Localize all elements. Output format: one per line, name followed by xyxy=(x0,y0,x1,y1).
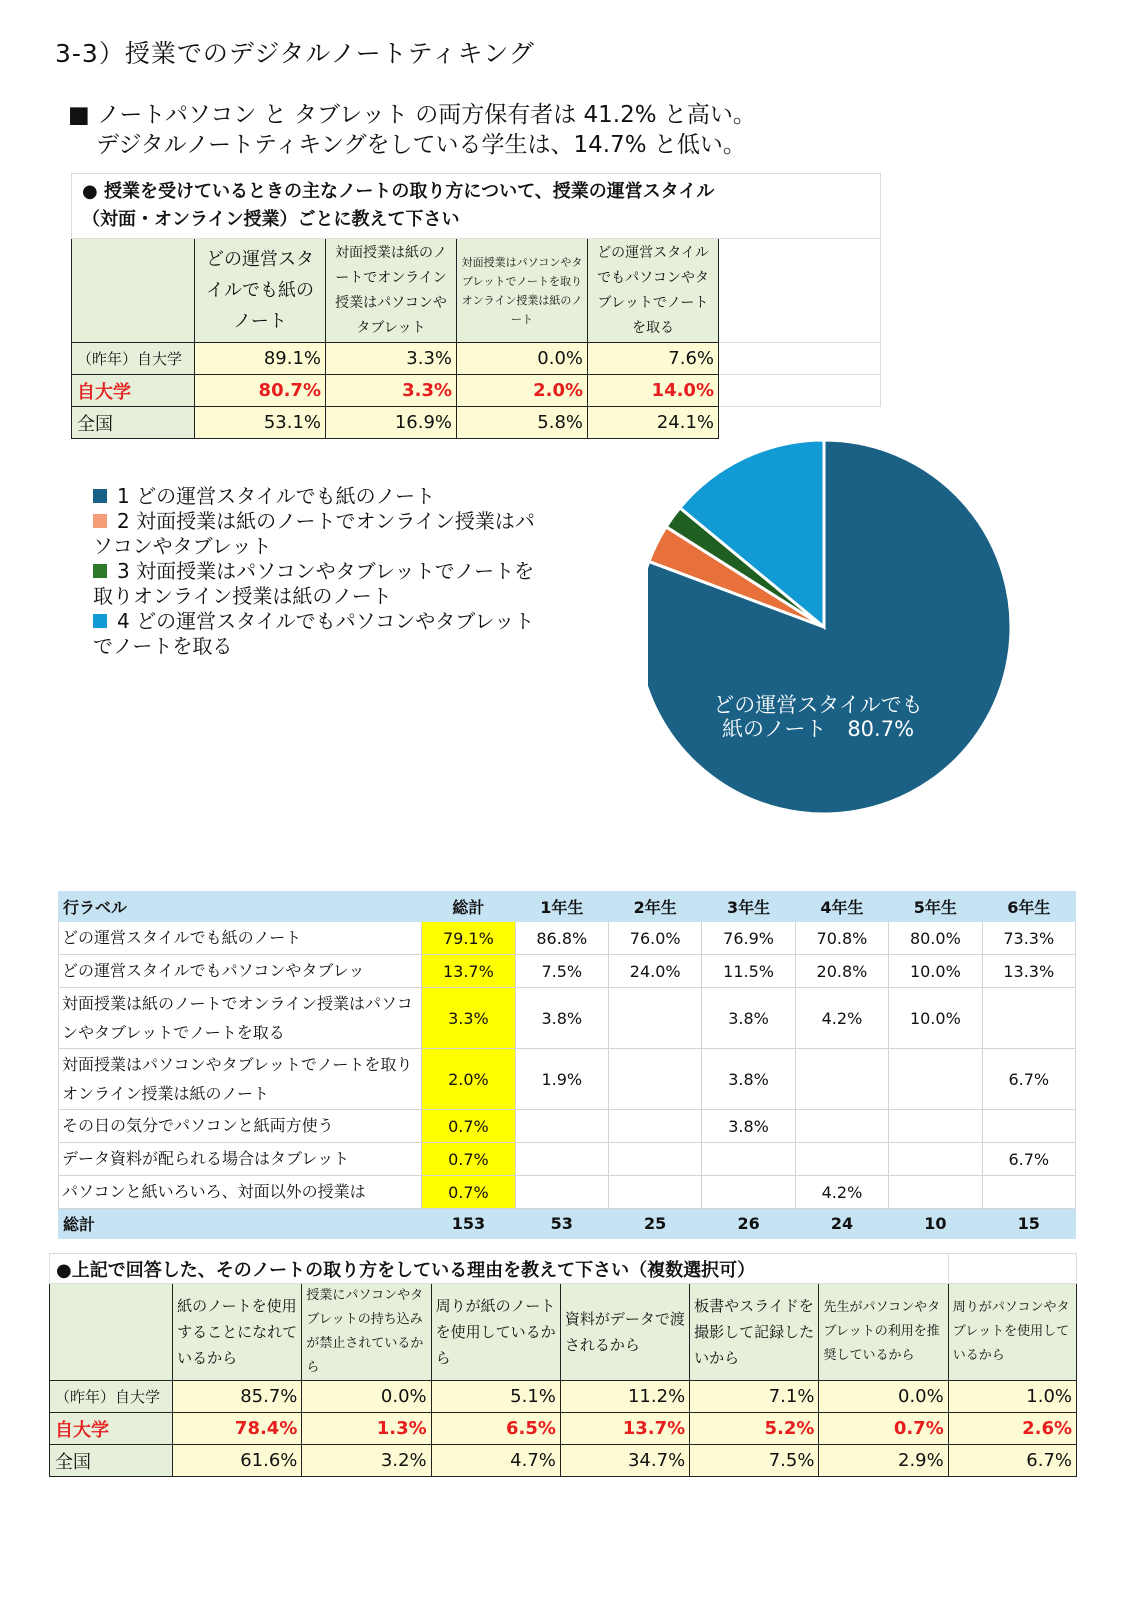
legend-item xyxy=(93,609,553,659)
table-row xyxy=(59,1049,1076,1110)
grade-breakdown-table xyxy=(58,891,1076,1239)
table2-cell: 4.2% xyxy=(795,988,888,1049)
table2-footer-row xyxy=(59,1209,1076,1239)
table2-cell: 2.0% xyxy=(422,1049,515,1110)
table2-cell xyxy=(982,988,1075,1049)
table2-footer: 総計 xyxy=(59,1209,422,1239)
table1-blank xyxy=(719,375,881,407)
table1-cell: 3.3% xyxy=(326,343,457,375)
table1-cell: 7.6% xyxy=(588,343,719,375)
table2-cell xyxy=(889,1176,982,1209)
table2-cell: 13.3% xyxy=(982,955,1075,988)
table1-cell: 53.1% xyxy=(195,407,326,439)
table2-header: 4年生 xyxy=(795,892,888,922)
table2-cell: 70.8% xyxy=(795,922,888,955)
table-row xyxy=(59,955,1076,988)
reason-table xyxy=(49,1253,1077,1477)
table2-cell: 79.1% xyxy=(422,922,515,955)
table1-cell: 3.3% xyxy=(326,375,457,407)
table1-row-label: 全国 xyxy=(72,407,195,439)
table2-row-label: パソコンと紙いろいろ、対面以外の授業は xyxy=(59,1176,422,1209)
table3-question: ●上記で回答した、そのノートの取り方をしている理由を教えて下さい（複数選択可） xyxy=(50,1254,949,1284)
table2-footer: 15 xyxy=(982,1209,1075,1239)
summary-line-2: デジタルノートティキングをしている学生は、14.7% と低い。 xyxy=(96,132,746,158)
table3-header: 周りが紙のノートを使用しているから xyxy=(431,1284,560,1381)
table2-cell: 73.3% xyxy=(982,922,1075,955)
table2-header: 2年生 xyxy=(608,892,701,922)
table2-row-label: どの運営スタイルでもパソコンやタブレッ xyxy=(59,955,422,988)
table2-cell: 6.7% xyxy=(982,1143,1075,1176)
table2-cell: 3.8% xyxy=(702,1049,795,1110)
table3-cell: 7.5% xyxy=(690,1445,819,1477)
table2-cell: 10.0% xyxy=(889,955,982,988)
legend-label: 3 対面授業はパソコンやタブレットでノートを取りオンライン授業は紙のノート xyxy=(93,559,535,608)
table1-row xyxy=(72,343,881,375)
legend-label: 1 どの運営スタイルでも紙のノート xyxy=(117,484,436,508)
note-style-table xyxy=(71,173,881,439)
table2-cell: 0.7% xyxy=(422,1143,515,1176)
table3-row-label: 自大学 xyxy=(50,1413,173,1445)
table2-cell xyxy=(889,1110,982,1143)
table2-cell: 3.8% xyxy=(702,988,795,1049)
table1-cell: 14.0% xyxy=(588,375,719,407)
legend-label: 2 対面授業は紙のノートでオンライン授業はパソコンやタブレット xyxy=(93,509,535,558)
table2-footer: 53 xyxy=(515,1209,608,1239)
table1-question-line-1: ● 授業を受けているときの主なノートの取り方について、授業の運営スタイル xyxy=(82,181,715,202)
table2-row-label: その日の気分でパソコンと紙両方使う xyxy=(59,1110,422,1143)
table1-cell: 5.8% xyxy=(457,407,588,439)
table3-header: 授業にパソコンやタブレットの持ち込みが禁止されているから xyxy=(302,1284,431,1381)
table2-row-label-text: 対面授業は紙のノートでオンライン授業はパソコンやタブレットでノートを取る xyxy=(62,994,413,1042)
table-row xyxy=(50,1381,1077,1413)
table2-cell xyxy=(982,1176,1075,1209)
table3-cell: 61.6% xyxy=(173,1445,302,1477)
legend-item xyxy=(93,484,553,509)
legend-item xyxy=(93,559,553,609)
table-row xyxy=(59,1110,1076,1143)
table2-cell: 80.0% xyxy=(889,922,982,955)
table3-cell: 5.1% xyxy=(431,1381,560,1413)
table3-header: 資料がデータで渡されるから xyxy=(560,1284,689,1381)
table3-cell: 3.2% xyxy=(302,1445,431,1477)
table2-cell: 3.8% xyxy=(515,988,608,1049)
table-row xyxy=(59,922,1076,955)
table2-header: 行ラベル xyxy=(59,892,422,922)
table2-cell xyxy=(515,1176,608,1209)
table1-blank xyxy=(719,407,881,439)
table3-cell: 78.4% xyxy=(173,1413,302,1445)
table1-header: 対面授業は紙のノートでオンライン授業はパソコンやタブレット xyxy=(326,239,457,343)
table1-cell: 89.1% xyxy=(195,343,326,375)
table2-cell: 76.0% xyxy=(608,922,701,955)
table3-cell: 0.7% xyxy=(819,1413,948,1445)
table2-cell xyxy=(608,1143,701,1176)
table2-cell: 0.7% xyxy=(422,1110,515,1143)
table2-footer: 25 xyxy=(608,1209,701,1239)
table2-header: 3年生 xyxy=(702,892,795,922)
pie-slice-label-line-1: どの運営スタイルでも xyxy=(713,693,923,717)
table2-cell: 13.7% xyxy=(422,955,515,988)
table3-cell: 0.0% xyxy=(819,1381,948,1413)
table2-cell: 0.7% xyxy=(422,1176,515,1209)
table2-cell: 24.0% xyxy=(608,955,701,988)
table3-cell: 34.7% xyxy=(560,1445,689,1477)
table2-footer: 153 xyxy=(422,1209,515,1239)
table1-row xyxy=(72,407,881,439)
table2-row-label: データ資料が配られる場合はタブレット xyxy=(59,1143,422,1176)
table1-question xyxy=(72,174,881,239)
table3-header: 板書やスライドを撮影して記録したいから xyxy=(690,1284,819,1381)
table2-cell: 1.9% xyxy=(515,1049,608,1110)
table2-cell xyxy=(795,1049,888,1110)
table1-header-corner xyxy=(72,239,195,343)
table2-row-label xyxy=(59,988,422,1049)
table2-footer: 24 xyxy=(795,1209,888,1239)
legend-swatch xyxy=(93,514,107,528)
table-row xyxy=(59,1143,1076,1176)
table3-cell: 5.2% xyxy=(690,1413,819,1445)
table2-cell xyxy=(608,988,701,1049)
table3-header-corner xyxy=(50,1284,173,1381)
table1-cell: 80.7% xyxy=(195,375,326,407)
table2-cell xyxy=(702,1143,795,1176)
table2-row-label-text: 対面授業はパソコンやタブレットでノートを取りオンライン授業は紙のノート xyxy=(62,1055,413,1103)
table3-header: 周りがパソコンやタブレットを使用しているから xyxy=(948,1284,1076,1381)
table2-cell xyxy=(795,1143,888,1176)
section-title: 3-3）授業でのデジタルノートティキング xyxy=(55,39,535,68)
table1-header: どの運営スタイルでもパソコンやタブレットでノートを取る xyxy=(588,239,719,343)
table2-cell xyxy=(515,1143,608,1176)
legend-swatch xyxy=(93,564,107,578)
table2-cell: 3.8% xyxy=(702,1110,795,1143)
table3-cell: 6.7% xyxy=(948,1445,1076,1477)
table2-cell: 86.8% xyxy=(515,922,608,955)
table2-cell: 76.9% xyxy=(702,922,795,955)
pie-slice-label-line-2: 紙のノート 80.7% xyxy=(721,717,915,741)
table-row xyxy=(50,1413,1077,1445)
note-style-pie-chart xyxy=(648,439,1018,821)
table3-header: 先生がパソコンやタブレットの利用を推奨しているから xyxy=(819,1284,948,1381)
table2-header: 5年生 xyxy=(889,892,982,922)
table3-cell: 11.2% xyxy=(560,1381,689,1413)
table3-blank xyxy=(948,1254,1076,1284)
table3-cell: 0.0% xyxy=(302,1381,431,1413)
table3-cell: 7.1% xyxy=(690,1381,819,1413)
table2-cell: 10.0% xyxy=(889,988,982,1049)
table2-row-label xyxy=(59,1049,422,1110)
table2-cell xyxy=(515,1110,608,1143)
table3-header: 紙のノートを使用することになれているから xyxy=(173,1284,302,1381)
table3-cell: 1.3% xyxy=(302,1413,431,1445)
pie-slices xyxy=(648,440,1011,814)
legend-label: 4 どの運営スタイルでもパソコンやタブレットでノートを取る xyxy=(93,609,535,658)
table2-cell: 6.7% xyxy=(982,1049,1075,1110)
table3-row-label: （昨年）自大学 xyxy=(50,1381,173,1413)
table3-cell: 13.7% xyxy=(560,1413,689,1445)
table3-cell: 85.7% xyxy=(173,1381,302,1413)
table1-cell: 24.1% xyxy=(588,407,719,439)
table1-question-line-2: （対面・オンライン授業）ごとに教えて下さい xyxy=(82,209,460,230)
table2-cell xyxy=(608,1176,701,1209)
table2-cell xyxy=(702,1176,795,1209)
table3-row-label: 全国 xyxy=(50,1445,173,1477)
table-row xyxy=(59,988,1076,1049)
table3-cell: 4.7% xyxy=(431,1445,560,1477)
table2-header-row xyxy=(59,892,1076,922)
table2-row-label: どの運営スタイルでも紙のノート xyxy=(59,922,422,955)
table3-cell: 6.5% xyxy=(431,1413,560,1445)
table1-header: 対面授業はパソコンやタブレットでノートを取りオンライン授業は紙のノート xyxy=(457,239,588,343)
table2-cell: 7.5% xyxy=(515,955,608,988)
table1-blank xyxy=(719,239,881,343)
table2-cell xyxy=(608,1110,701,1143)
table2-header: 1年生 xyxy=(515,892,608,922)
table2-cell: 4.2% xyxy=(795,1176,888,1209)
table3-cell: 2.6% xyxy=(948,1413,1076,1445)
summary-line-1: ■ ノートパソコン と タブレット の両方保有者は 41.2% と高い。 xyxy=(68,102,756,128)
table-row xyxy=(50,1445,1077,1477)
table2-footer: 10 xyxy=(889,1209,982,1239)
table1-cell: 0.0% xyxy=(457,343,588,375)
table3-cell: 1.0% xyxy=(948,1381,1076,1413)
table-row xyxy=(59,1176,1076,1209)
table2-cell xyxy=(889,1143,982,1176)
table2-header: 6年生 xyxy=(982,892,1075,922)
legend-swatch xyxy=(93,489,107,503)
legend-item xyxy=(93,509,553,559)
table2-cell: 3.3% xyxy=(422,988,515,1049)
table2-cell: 20.8% xyxy=(795,955,888,988)
table2-header: 総計 xyxy=(422,892,515,922)
table1-row xyxy=(72,375,881,407)
table2-cell xyxy=(608,1049,701,1110)
table1-cell: 16.9% xyxy=(326,407,457,439)
table2-cell xyxy=(889,1049,982,1110)
table2-cell xyxy=(795,1110,888,1143)
table1-row-label: 自大学 xyxy=(72,375,195,407)
table2-cell: 11.5% xyxy=(702,955,795,988)
pie-legend xyxy=(93,484,553,659)
table2-cell xyxy=(982,1110,1075,1143)
summary-text xyxy=(68,100,756,160)
table3-cell: 2.9% xyxy=(819,1445,948,1477)
table1-cell: 2.0% xyxy=(457,375,588,407)
table1-row-label: （昨年）自大学 xyxy=(72,343,195,375)
table2-footer: 26 xyxy=(702,1209,795,1239)
table1-blank xyxy=(719,343,881,375)
table1-header: どの運営スタイルでも紙のノート xyxy=(195,239,326,343)
legend-swatch xyxy=(93,614,107,628)
table3-header-row xyxy=(50,1284,1077,1381)
